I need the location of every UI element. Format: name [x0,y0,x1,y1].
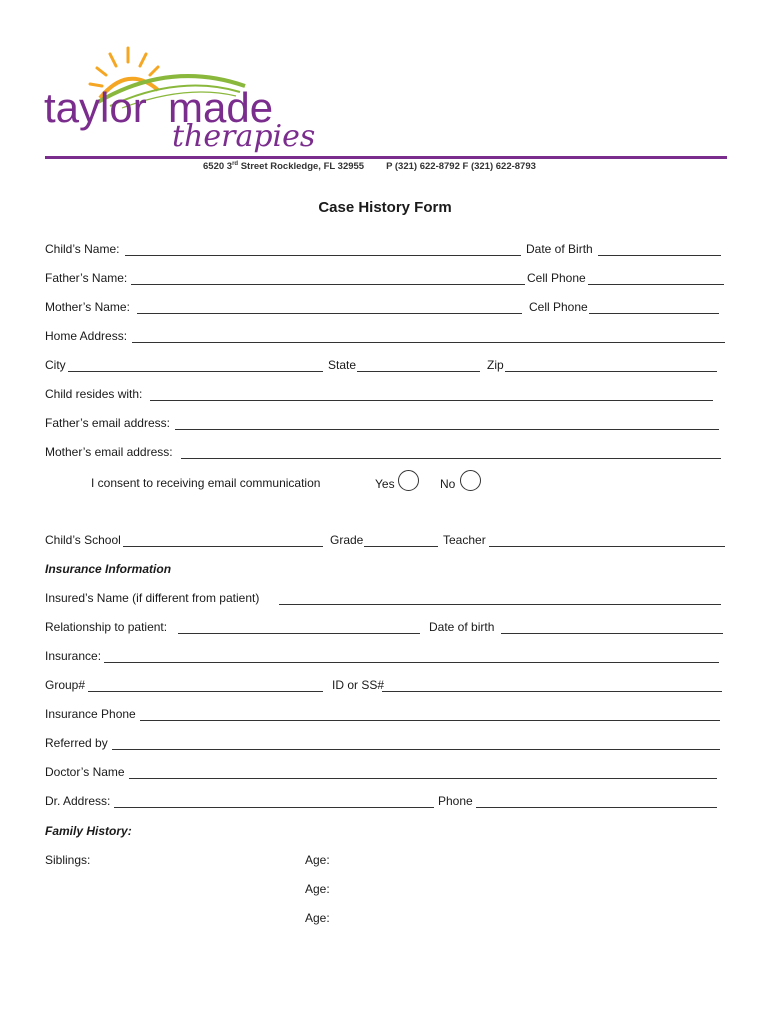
row-father-email [45,416,727,434]
father-name-field[interactable] [131,284,525,285]
row-referred-by [45,736,727,754]
clinic-phones: P (321) 622-8792 F (321) 622-8793 [386,161,536,173]
home-address-field[interactable] [132,342,725,343]
row-father-name [45,271,727,289]
father-email-field[interactable] [175,429,719,430]
relationship-field[interactable] [178,633,420,634]
state-label: State [328,358,357,372]
consent-no-label: No [440,477,456,491]
dr-phone-field[interactable] [476,807,717,808]
email-consent-label: I consent to receiving email communication [91,476,321,490]
group-label: Group# [45,678,86,692]
consent-yes-radio[interactable] [398,470,419,491]
row-mother-name [45,300,727,318]
row-insurance-phone [45,707,727,725]
doctor-name-label: Doctor’s Name [45,765,125,779]
dr-address-label: Dr. Address: [45,794,111,808]
siblings-label: Siblings: [45,853,91,867]
dob-label: Date of Birth [526,242,593,256]
grade-label: Grade [330,533,364,547]
dr-phone-label: Phone [438,794,473,808]
city-label: City [45,358,66,372]
row-child-name [45,242,727,260]
row-school [45,533,727,551]
row-city-state-zip [45,358,727,376]
city-field[interactable] [68,371,323,372]
insurance-field[interactable] [104,662,719,663]
relationship-label: Relationship to patient: [45,620,168,634]
row-group [45,678,727,696]
brand-name-part1: taylor [44,84,147,131]
row-insurance [45,649,727,667]
group-field[interactable] [88,691,323,692]
mother-name-field[interactable] [137,313,522,314]
insured-dob-field[interactable] [501,633,723,634]
sibling-age-label-1: Age: [305,853,330,867]
row-doctor-name [45,765,727,783]
grade-field[interactable] [364,546,438,547]
page-title: Case History Form [318,199,452,216]
child-name-label: Child’s Name: [45,242,120,256]
state-field[interactable] [357,371,480,372]
home-address-label: Home Address: [45,329,128,343]
mother-name-label: Mother’s Name: [45,300,130,314]
logo [40,40,316,158]
teacher-label: Teacher [443,533,486,547]
father-name-label: Father’s Name: [45,271,128,285]
referred-by-field[interactable] [112,749,720,750]
family-section-heading: Family History: [45,824,132,838]
id-ss-field[interactable] [382,691,722,692]
consent-yes-label: Yes [375,477,395,491]
father-cell-label: Cell Phone [527,271,586,285]
child-resides-label: Child resides with: [45,387,143,401]
father-cell-field[interactable] [588,284,724,285]
row-insured-name [45,591,727,609]
teacher-field[interactable] [489,546,725,547]
consent-no-radio[interactable] [460,470,481,491]
dob-field[interactable] [598,255,721,256]
row-home-address [45,329,727,347]
row-dr-address [45,794,727,812]
child-resides-field[interactable] [150,400,713,401]
father-email-label: Father’s email address: [45,416,170,430]
insured-name-field[interactable] [279,604,721,605]
school-field[interactable] [123,546,323,547]
zip-field[interactable] [505,371,717,372]
doctor-name-field[interactable] [129,778,717,779]
brand-name-part2: made [168,84,274,131]
row-relationship [45,620,727,638]
taylormade-logo-icon [40,40,316,158]
insured-dob-label: Date of birth [429,620,495,634]
school-label: Child’s School [45,533,121,547]
mother-email-label: Mother’s email address: [45,445,173,459]
mother-cell-label: Cell Phone [529,300,588,314]
row-child-resides [45,387,727,405]
mother-email-field[interactable] [181,458,721,459]
id-ss-label: ID or SS# [332,678,385,692]
insurance-section-heading: Insurance Information [45,562,172,576]
row-mother-email [45,445,727,463]
insured-name-label: Insured’s Name (if different from patient) [45,591,260,605]
sibling-age-label-3: Age: [305,911,330,925]
header-divider [45,156,727,159]
sibling-age-label-2: Age: [305,882,330,896]
referred-by-label: Referred by [45,736,108,750]
dr-address-field[interactable] [114,807,434,808]
insurance-phone-field[interactable] [140,720,720,721]
mother-cell-field[interactable] [589,313,719,314]
insurance-phone-label: Insurance Phone [45,707,136,721]
clinic-address: 6520 3rd Street Rockledge, FL 32955 P (321) 622-8792 F (321) 622-8793 [203,161,536,173]
brand-tagline: therapies [172,119,316,154]
child-name-field[interactable] [125,255,521,256]
zip-label: Zip [487,358,504,372]
insurance-label: Insurance: [45,649,102,663]
